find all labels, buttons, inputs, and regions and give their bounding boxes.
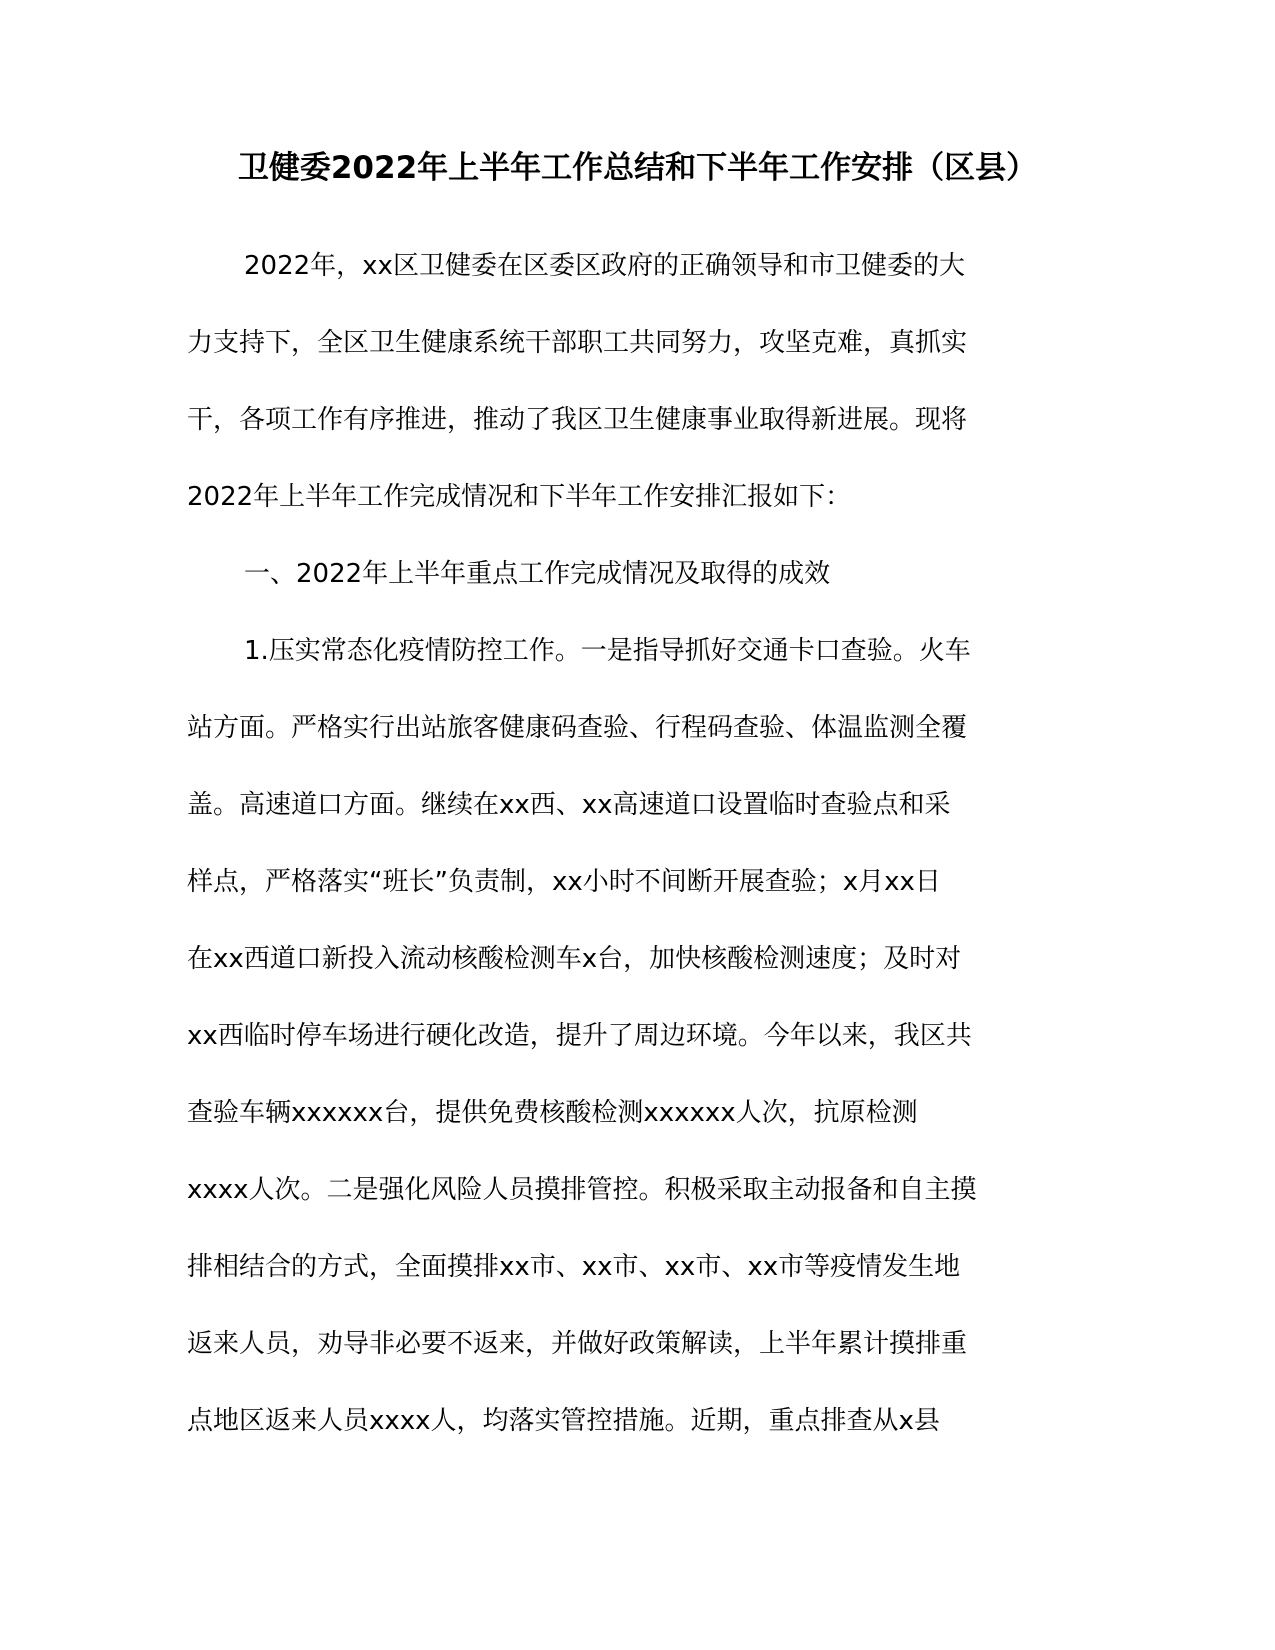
body-line: 返来人员，劝导非必要不返来，并做好政策解读，上半年累计摸排重 — [187, 1329, 968, 1359]
body-line: 点地区返来人员xxxx人，均落实管控措施。近期，重点排查从x县 — [187, 1406, 940, 1436]
body-line: 干，各项工作有序推进，推动了我区卫生健康事业取得新进展。现将 — [187, 405, 968, 435]
body-line: 站方面。严格实行出站旅客健康码查验、行程码查验、体温监测全覆 — [187, 713, 968, 743]
document-body — [187, 228, 1087, 1460]
body-line: xxxx人次。二是强化风险人员摸排管控。积极采取主动报备和自主摸 — [187, 1175, 977, 1205]
body-line: 排相结合的方式，全面摸排xx市、xx市、xx市、xx市等疫情发生地 — [187, 1252, 961, 1282]
body-line: 在xx西道口新投入流动核酸检测车x台，加快核酸检测速度；及时对 — [187, 944, 962, 974]
body-line: 2022年，xx区卫健委在区委区政府的正确领导和市卫健委的大 — [244, 251, 965, 281]
document-title: 卫健委2022年上半年工作总结和下半年工作安排（区县） — [237, 150, 1038, 186]
body-line: 力支持下，全区卫生健康系统干部职工共同努力，攻坚克难，真抓实 — [187, 328, 968, 358]
body-line: xx西临时停车场进行硬化改造，提升了周边环境。今年以来，我区共 — [187, 1021, 972, 1051]
body-line: 查验车辆xxxxxx台，提供免费核酸检测xxxxxx人次，抗原检测 — [187, 1098, 918, 1128]
body-line: 盖。高速道口方面。继续在xx西、xx高速道口设置临时查验点和采 — [187, 790, 951, 820]
body-line: 样点，严格落实“班长”负责制，xx小时不间断开展查验；x月xx日 — [187, 867, 941, 897]
body-line: 一、2022年上半年重点工作完成情况及取得的成效 — [244, 559, 831, 589]
body-line: 2022年上半年工作完成情况和下半年工作安排汇报如下： — [187, 482, 852, 512]
body-line: 1.压实常态化疫情防控工作。一是指导抓好交通卡口查验。火车 — [244, 636, 971, 666]
